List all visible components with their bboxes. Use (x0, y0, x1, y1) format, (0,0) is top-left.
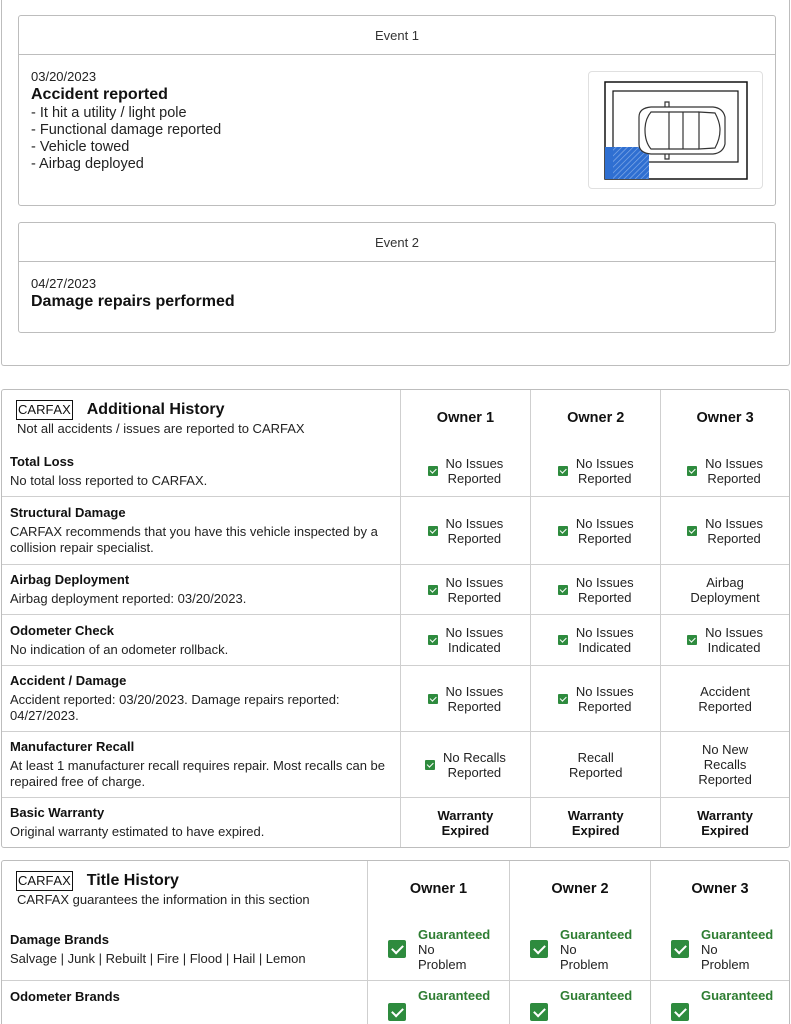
row-description: No total loss reported to CARFAX. (10, 472, 208, 488)
owner-status-cell (530, 615, 660, 665)
owner-status-cell (367, 981, 509, 1024)
event-card-1 (18, 15, 776, 206)
table-header-row (2, 861, 789, 918)
owner-status-cell (400, 446, 531, 496)
status-text: Reported (447, 530, 502, 546)
owner-column-header: Owner 1 (367, 861, 509, 918)
logo-letter: A (27, 401, 37, 417)
table-row (2, 980, 789, 1024)
guaranteed-label: Guaranteed (701, 988, 774, 1003)
status-text: Reported (698, 772, 752, 787)
checkmark-icon (530, 1003, 548, 1021)
status-text: Reported (577, 530, 632, 546)
status-text: Deployment (690, 589, 760, 605)
owner-status-cell (650, 981, 789, 1024)
checkmark-icon (687, 526, 697, 536)
guaranteed-label: Guaranteed (560, 988, 633, 1003)
logo-letter: C (18, 873, 28, 888)
status-text: No Issues (705, 515, 763, 531)
owner-status-cell (400, 565, 531, 614)
status-text: No Issues (575, 625, 634, 640)
status-text: No Issues (445, 683, 504, 699)
carfax-logo (16, 871, 73, 891)
title-history-table (1, 860, 790, 1024)
row-description: Original warranty estimated to have expired. (10, 824, 265, 839)
event-title: Damage repairs performed (31, 293, 235, 310)
owner-status-cell (367, 918, 509, 980)
owner-column-header: Owner 3 (660, 390, 789, 446)
row-description: At least 1 manufacturer recall requires repair. Most recalls can be repaired free of charge. (10, 758, 386, 789)
owner-status-cell (400, 732, 531, 797)
status-text: Reported (577, 589, 632, 605)
event-title: Accident reported (31, 86, 168, 103)
checkmark-icon (388, 940, 406, 958)
status-text: Reported (698, 698, 752, 714)
owner-column-header: Owner 2 (509, 861, 650, 918)
owner-status-cell (660, 565, 789, 614)
row-title: Airbag Deployment (10, 572, 130, 587)
event-detail: - Vehicle towed (31, 139, 130, 155)
event-header: Event 1 (19, 16, 775, 55)
status-text: Expired (701, 822, 749, 838)
status-text: No Issues (445, 456, 504, 471)
status-text: Indicated (578, 640, 632, 655)
owner-status-cell (530, 798, 660, 847)
owner-status-cell (660, 732, 789, 797)
status-text: Problem (418, 956, 467, 972)
damage-location-diagram (588, 71, 763, 189)
status-text: No (560, 941, 577, 957)
checkmark-icon (558, 635, 568, 645)
owner-status-cell (400, 798, 531, 847)
logo-letter: X (62, 873, 71, 888)
row-title: Odometer Brands (10, 989, 120, 1004)
row-description: Airbag deployment reported: 03/20/2023. (10, 591, 247, 606)
logo-letter: R (36, 401, 46, 417)
status-text: No Issues (445, 515, 504, 531)
status-text: Warranty (697, 807, 753, 823)
carfax-logo (16, 400, 73, 420)
section-subtitle: Not all accidents / issues are reported to CARFAX (17, 420, 305, 436)
status-text: Reported (707, 471, 761, 486)
guaranteed-label: Guaranteed (701, 926, 774, 942)
car-top-view-icon (589, 72, 764, 190)
status-text: Problem (701, 956, 750, 972)
status-text: Expired (441, 822, 490, 838)
table-row (2, 496, 789, 564)
checkmark-icon (425, 760, 435, 770)
accident-events-section (1, 0, 790, 366)
logo-letter: A (27, 873, 37, 888)
row-description: Salvage | Junk | Rebuilt | Fire | Flood | Hail | Lemon (10, 950, 306, 966)
checkmark-icon (671, 940, 689, 958)
row-title: Basic Warranty (10, 805, 105, 820)
status-text: Reported (447, 471, 502, 486)
status-text: Expired (571, 822, 620, 838)
section-title: Additional History (86, 400, 225, 418)
event-date: 03/20/2023 (31, 69, 97, 84)
owner-column-header: Owner 1 (400, 390, 531, 446)
owner-status-cell (660, 666, 789, 731)
additional-history-table (1, 389, 790, 848)
status-text: Airbag (706, 574, 744, 590)
owner-status-cell (530, 732, 660, 797)
status-text: Problem (560, 956, 609, 972)
checkmark-icon (558, 694, 568, 704)
table-row (2, 564, 789, 614)
status-text: No Issues (575, 456, 634, 471)
checkmark-icon (558, 526, 568, 536)
logo-letter: F (45, 401, 54, 417)
row-title: Structural Damage (10, 505, 126, 520)
row-title: Total Loss (10, 453, 75, 469)
owner-status-cell (400, 497, 531, 564)
owner-status-cell (650, 918, 789, 980)
owner-status-cell (660, 446, 789, 496)
status-text: Recalls (703, 757, 747, 772)
guaranteed-label: Guaranteed (560, 926, 633, 942)
owner-column-header: Owner 3 (650, 861, 789, 918)
status-text: No (701, 941, 718, 957)
owner-status-cell (530, 497, 660, 564)
status-text: No Issues (445, 625, 504, 640)
owner-column-header: Owner 2 (530, 390, 660, 446)
checkmark-icon (558, 585, 568, 595)
status-text: No Issues (445, 574, 504, 590)
event-detail: - Functional damage reported (31, 122, 222, 138)
table-row (2, 731, 789, 797)
status-text: Indicated (448, 640, 501, 655)
owner-status-cell (530, 666, 660, 731)
row-description: No indication of an odometer rollback. (10, 641, 229, 657)
status-text: Indicated (707, 640, 761, 655)
checkmark-icon (687, 635, 697, 645)
table-row (2, 614, 789, 665)
checkmark-icon (388, 1003, 406, 1021)
status-text: No Issues (575, 574, 634, 590)
owner-status-cell (400, 615, 531, 665)
event-date: 04/27/2023 (31, 276, 97, 291)
status-text: No Issues (575, 683, 634, 699)
row-title: Accident / Damage (10, 673, 127, 688)
status-text: No New (701, 742, 749, 757)
owner-status-cell (660, 798, 789, 847)
row-description: CARFAX recommends that you have this vehicle inspected by a collision repair specialist. (10, 524, 378, 555)
status-text: No (418, 941, 435, 957)
table-row (2, 446, 789, 496)
event-card-2 (18, 222, 776, 333)
guaranteed-label: Guaranteed (418, 926, 491, 942)
table-header-row (2, 390, 789, 446)
status-text: Reported (577, 698, 632, 714)
owner-status-cell (509, 981, 650, 1024)
event-header: Event 2 (19, 223, 775, 262)
event-detail: - Airbag deployed (31, 156, 144, 172)
owner-status-cell (660, 615, 789, 665)
checkmark-icon (428, 635, 438, 645)
status-text: Reported (707, 530, 761, 546)
owner-status-cell (530, 446, 660, 496)
logo-letter: A (53, 401, 63, 417)
row-title: Damage Brands (10, 931, 109, 947)
logo-letter: F (45, 873, 54, 888)
table-row (2, 665, 789, 731)
checkmark-icon (687, 466, 697, 476)
section-subtitle: CARFAX guarantees the information in this section (17, 892, 310, 907)
checkmark-icon (428, 526, 438, 536)
status-text: No Issues (575, 515, 634, 531)
row-description: Accident reported: 03/20/2023. Damage repairs reported: 04/27/2023. (10, 692, 340, 723)
owner-status-cell (400, 666, 531, 731)
logo-letter: A (53, 873, 63, 888)
status-text: Reported (447, 764, 502, 780)
status-text: No Recalls (442, 749, 506, 765)
checkmark-icon (428, 694, 438, 704)
status-text: Reported (447, 589, 502, 605)
owner-status-cell (660, 497, 789, 564)
logo-letter: C (18, 401, 28, 417)
table-row (2, 797, 789, 847)
status-text: Reported (447, 698, 502, 714)
status-text: Reported (569, 764, 623, 780)
status-text: Warranty (567, 807, 624, 823)
checkmark-icon (428, 466, 438, 476)
guaranteed-label: Guaranteed (418, 988, 491, 1003)
row-title: Manufacturer Recall (10, 739, 135, 754)
event-detail: - It hit a utility / light pole (31, 105, 187, 121)
status-text: Recall (577, 749, 614, 765)
checkmark-icon (530, 940, 548, 958)
status-text: No Issues (705, 456, 763, 471)
row-title: Odometer Check (10, 622, 115, 638)
section-title: Title History (86, 872, 179, 889)
status-text: Accident (700, 683, 750, 699)
status-text: Warranty (437, 807, 494, 823)
logo-letter: X (62, 401, 71, 417)
owner-status-cell (530, 565, 660, 614)
table-row (2, 918, 789, 980)
owner-status-cell (509, 918, 650, 980)
checkmark-icon (428, 585, 438, 595)
status-text: Reported (577, 471, 632, 486)
checkmark-icon (671, 1003, 689, 1021)
status-text: No Issues (705, 625, 763, 640)
checkmark-icon (558, 466, 568, 476)
logo-letter: R (36, 873, 46, 888)
